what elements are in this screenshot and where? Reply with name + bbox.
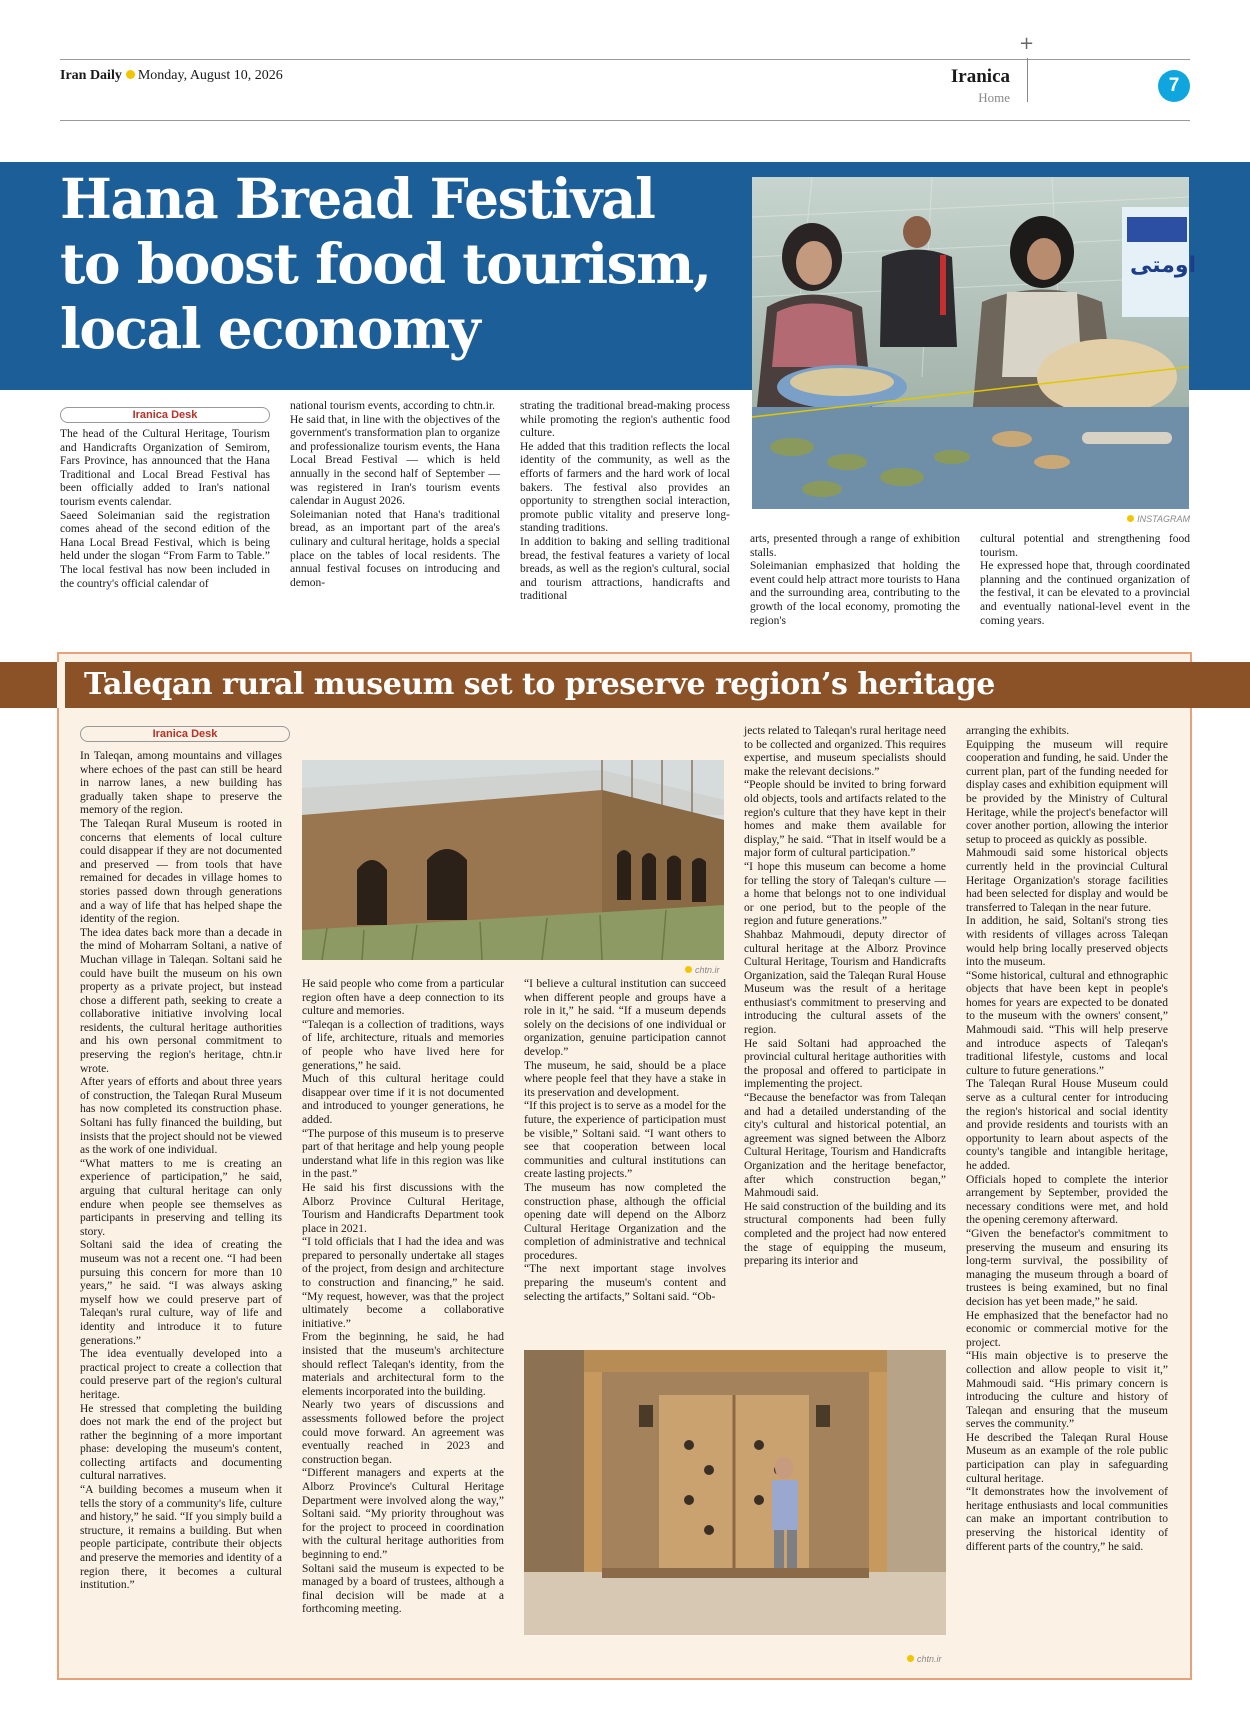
article1-column-3 xyxy=(520,400,730,630)
header-divider xyxy=(1027,58,1028,102)
paragraph: arranging the exhibits. xyxy=(966,725,1070,737)
paragraph: “A building becomes a museum when it tells the story of a community's life, culture and history,” he said. “If you simply build a structure, it remains a building. But when people participate, contribute their objects and preserve the memories and identity of a region there, it becomes a cultural institution.” xyxy=(80,1484,282,1592)
headline-line: to boost food tourism, xyxy=(60,231,711,296)
article2-column-5 xyxy=(966,725,1168,1668)
article2-column-1 xyxy=(80,750,282,1668)
paragraph: “I believe a cultural institution can succeed when different people and groups have a role in it,” he said. “If a museum depends solely on the decisions of one individual or organization, genuine participation cannot develop.” xyxy=(524,978,726,1058)
paper-name: Iran Daily xyxy=(60,68,122,83)
paragraph: The idea eventually developed into a practical project to create a collection that could preserve part of the region's cultural heritage. xyxy=(80,1348,282,1401)
paragraph: cultural potential and strengthening food tourism. xyxy=(980,533,1190,559)
article1-column-2 xyxy=(290,400,500,630)
article2-headline: Taleqan rural museum set to preserve region’s heritage xyxy=(84,667,995,702)
paragraph: In addition to baking and selling traditional bread, the festival features a variety of local breads, as well as the region's cultural, social and tourism attractions, handicrafts and traditional xyxy=(520,535,730,603)
paragraph: The museum has now completed the construction phase, although the official opening date will depend on the Alborz Cultural Heritage Organization and the completion of administrative and technical procedures. xyxy=(524,1181,726,1262)
paragraph: He added that this tradition reflects the local identity of the community, as well as the efforts of farmers and the hard work of local bakers. The festival also provides an opportunity to strengthen social interaction, promote public vitality and preserve long-standing traditions. xyxy=(520,440,730,535)
paragraph: He expressed hope that, through coordinated planning and the continued organization of the festival, it can be elevated to a provincial and eventually national-level event in the coming years. xyxy=(980,560,1190,627)
subsection-name: Home xyxy=(978,90,1010,105)
paragraph: national tourism events, according to chtn.ir. xyxy=(290,400,496,412)
paragraph: “What matters to me is creating an experience of participation,” he said, arguing that cultural heritage can only endure when people see themselves as participants in preserving and telling its story. xyxy=(80,1157,282,1238)
header-rule-bottom xyxy=(60,120,1190,121)
paragraph: Mahmoudi said some historical objects currently held in the provincial Cultural Heritage Organization's storage facilities had been selected for display and would be transferred to Taleqan in the near future. xyxy=(966,847,1168,914)
paragraph: He said Soltani had approached the provincial cultural heritage authorities with the proposal and offered to participate in implementing the project. xyxy=(744,1037,946,1091)
paragraph: “The purpose of this museum is to preserve part of that heritage and help young people understand what life in this region was like in the past.” xyxy=(302,1127,504,1181)
museum-door-photo xyxy=(524,1350,946,1635)
article2-column-2 xyxy=(302,978,504,1668)
paragraph: Officials hoped to complete the interior arrangement by September, provided the necessary conditions were met, and hold the opening ceremony afterward. xyxy=(966,1173,1168,1227)
paragraph: Soltani said the museum is expected to be managed by a board of trustees, although a final decision will be made at a forthcoming meeting. xyxy=(302,1562,504,1616)
bread-festival-photo xyxy=(752,177,1197,509)
paragraph: Shahbaz Mahmoudi, deputy director of cultural heritage at the Alborz Province Cultural Heritage, Tourism and Handicrafts Organization, said the Taleqan Rural House Museum was the result of a heritage enthusiast's commitment to preserving and introducing the cultural assets of the region. xyxy=(744,928,946,1037)
article1-column-4 xyxy=(750,533,960,630)
paragraph: He emphasized that the benefactor had no economic or commercial motive for the project. xyxy=(966,1309,1168,1349)
section-name: Iranica xyxy=(950,66,1010,87)
paragraph: The museum, he said, should be a place where people feel that they have a stake in its preservation and development. xyxy=(524,1059,726,1099)
photo-credit: INSTAGRAM xyxy=(1127,514,1190,524)
headline-line: local economy xyxy=(60,296,480,361)
paragraph: “The next important stage involves preparing the museum's content and selecting the artifacts,” Soltani said. “Ob- xyxy=(524,1263,726,1303)
paragraph: In addition, he said, Soltani's strong ties with residents of villages across Taleqan would help bring locally preserved objects into the museum. xyxy=(966,915,1168,969)
paragraph: “I told officials that I had the idea and was prepared to personally undertake all stages of the project, from design and architecture to construction and financing,” he said. “My request, however, was that the project ultimately become a collaborative initiative.” xyxy=(302,1236,504,1330)
article1-byline: Iranica Desk xyxy=(60,407,270,423)
paragraph: He said construction of the building and its structural components had been fully completed and the project had now entered the stage of equipping the museum, preparing its interior and xyxy=(744,1200,946,1268)
article1-headline xyxy=(60,166,750,361)
paragraph: Much of this cultural heritage could disappear over time if it is not documented and introduced to younger generations, he added. xyxy=(302,1073,504,1126)
paragraph: Soleimanian emphasized that holding the event could help attract more tourists to Hana and the surrounding area, contributing to the growth of the local economy, promoting the region's xyxy=(750,560,960,627)
paragraph: Soltani said the idea of creating the museum was not a recent one. “I had been pursuing this concern for more than 10 years,” he said. “I was always asking myself how we could preserve part of Taleqan's rural culture, way of life and identity and introduce it to future generations.” xyxy=(80,1239,282,1347)
paragraph: The head of the Cultural Heritage, Tourism and Handicrafts Organization of Semirom, Fars Province, has announced that the Hana Traditional and Local Bread Festival has been officially added to Iran's national tourism events calendar. xyxy=(60,428,270,508)
paragraph: The Taleqan Rural House Museum could serve as a cultural center for introducing the region's historical and social identity and provide residents and tourists with an opportunity to learn about aspects of the county's tangible and intangible heritage, he added. xyxy=(966,1078,1168,1172)
page-number: 7 xyxy=(1158,70,1190,102)
article2-column-3 xyxy=(524,978,726,1340)
paragraph: “I hope this museum can become a home for telling the story of Taleqan's culture — a home that belongs not to one individual or one period, but to the people of the region and future generations.” xyxy=(744,860,946,928)
article2-column-4 xyxy=(744,725,946,1341)
plus-icon: + xyxy=(1019,33,1035,54)
paragraph: He described the Taleqan Rural House Museum as an example of the role public participation can play in safeguarding cultural heritage. xyxy=(966,1431,1168,1485)
banner-box-edge xyxy=(57,662,65,708)
paragraph: “It demonstrates how the involvement of heritage enthusiasts and local communities can make an important contribution to preserving the historical identity of different parts of the country,” he said. xyxy=(966,1486,1168,1553)
paragraph: He stressed that completing the building does not mark the end of the project but rather the beginning of a more important phase: developing the museum's content, collecting artifacts and documenting cultural narratives. xyxy=(80,1402,282,1483)
paragraph: “Taleqan is a collection of traditions, ways of life, architecture, rituals and memories of people who have lived here for generations,” he said. xyxy=(302,1018,504,1072)
paragraph: From the beginning, he said, he had insisted that the museum's architecture should reflect Taleqan's identity, from the materials and architectural form to the elements incorporated into the building. xyxy=(302,1331,504,1398)
separator-dot-icon xyxy=(126,70,135,79)
paragraph: “His main objective is to preserve the collection and allow people to visit it,” Mahmoudi said. “His primary concern is introducing the culture and history of Taleqan and ensuring that the museum serves the community.” xyxy=(966,1350,1168,1431)
paragraph: In Taleqan, among mountains and villages where echoes of the past can still be heard in narrow lanes, a new building has gradually taken shape to preserve the memory of the region. xyxy=(80,750,282,817)
credit-dot-icon xyxy=(685,966,692,973)
paragraph: “Given the benefactor's commitment to preserving the museum and ensuring its long-term survival, the possibility of managing the museum through a board of trustees is being examined, but no final decision has yet been made,” he said. xyxy=(966,1227,1168,1308)
museum-exterior-photo xyxy=(302,760,724,960)
paragraph: Equipping the museum will require cooperation and funding, he said. Under the current plan, part of the funding needed for display cases and exhibition equipment will be provided by the Ministry of Cultural Heritage, while the project's benefactor will cover another portion, allowing the interior setup to proceed as quickly as possible. xyxy=(966,738,1168,846)
paragraph: “If this project is to serve as a model for the future, the experience of participation must be visible,” Soltani said. “I want others to see that cooperation between local communities and cultural institutions can create lasting projects.” xyxy=(524,1100,726,1181)
headline-line: Hana Bread Festival xyxy=(60,166,655,231)
banner-sign-text: اومتی xyxy=(1130,253,1197,278)
credit-dot-icon xyxy=(1127,515,1134,522)
paragraph: “Because the benefactor was from Taleqan and had a detailed understanding of the city's cultural and historical potential, an agreement was signed between the Alborz Cultural Heritage, Tourism and Handicrafts Organization and the heritage benefactor, after which construction began,” Mahmoudi said. xyxy=(744,1092,946,1200)
photo-credit: chtn.ir xyxy=(685,965,720,975)
paragraph: He said his first discussions with the Alborz Province Cultural Heritage, Tourism and Handicrafts Department took place in 2021. xyxy=(302,1181,504,1235)
paragraph: strating the traditional bread-making process while promoting the region's authentic food culture. xyxy=(520,400,730,440)
paragraph: After years of efforts and about three years of construction, the Taleqan Rural Museum has now completed its construction phase. Soltani has fully financed the building, but insists that the project should not be viewed as the work of one individual. xyxy=(80,1076,282,1157)
article1-column-1 xyxy=(60,428,270,630)
header-masthead xyxy=(60,68,283,84)
paragraph: The Taleqan Rural Museum is rooted in concerns that elements of local culture could disappear if they are not documented and preserved — from tools that have remained for decades in village homes to stories passed down through generations and a way of life that has helped shape the identity of the region. xyxy=(80,817,282,926)
paragraph: Saeed Soleimanian said the registration comes ahead of the second edition of the Hana Local Bread Festival, which is being held under the slogan “From Farm to Table.” The local festival has now been included in the country's official calendar of xyxy=(60,509,270,590)
article1-column-5 xyxy=(980,533,1190,630)
paragraph: The idea dates back more than a decade in the mind of Moharram Soltani, a native of Muchan village in Taleqan. Soltani said he could have built the museum on his own property as a private project, but instead chose a different path, seeking to create a collaborative initiative involving local residents, the cultural heritage authorities and his own personal commitment to preserving the region's heritage, chtn.ir wrote. xyxy=(80,926,282,1075)
paragraph: arts, presented through a range of exhibition stalls. xyxy=(750,533,960,559)
credit-dot-icon xyxy=(907,1655,914,1662)
issue-date: Monday, August 10, 2026 xyxy=(137,68,283,83)
article2-byline: Iranica Desk xyxy=(80,726,290,742)
paragraph: Nearly two years of discussions and assessments followed before the project could move forward. An agreement was eventually reached in 2023 and construction began. xyxy=(302,1399,504,1466)
paragraph: “Some historical, cultural and ethnographic objects that have been kept in people's homes for years are expected to be donated to the museum with the owners' consent,” Mahmoudi said. “This will help preserve and introduce aspects of Taleqan's traditional lifestyle, customs and local culture to future generations.” xyxy=(966,969,1168,1077)
paragraph: “People should be invited to bring forward old objects, tools and artifacts related to the region's culture that they have kept in their homes and make them available for display,” he said. “That in itself would be a major form of cultural participation.” xyxy=(744,779,946,860)
header-rule-top xyxy=(60,59,1190,60)
paragraph: jects related to Taleqan's rural heritage need to be collected and organized. This requires expertise, and museum specialists should make the relevant decisions.” xyxy=(744,725,946,778)
paragraph: He said people who come from a particular region often have a deep connection to its culture and memories. xyxy=(302,978,504,1018)
paragraph: Soleimanian noted that Hana's traditional bread, as an important part of the area's culinary and cultural heritage, holds a special place on the tables of local residents. The annual festival focuses on introducing and demon- xyxy=(290,508,500,589)
paragraph: He said that, in line with the objectives of the government's transformation plan to organize and professionalize tourism events, the Hana Local Bread Festival — which is held annually in the second half of September — was registered in Iran's tourism events calendar in August 2026. xyxy=(290,413,500,508)
photo-credit: chtn.ir xyxy=(907,1654,942,1664)
paragraph: “Different managers and experts at the Alborz Province's Cultural Heritage Department were involved along the way,” Soltani said. “My priority throughout was for the project to proceed in coordination with the cultural heritage authorities from beginning to end.” xyxy=(302,1467,504,1561)
